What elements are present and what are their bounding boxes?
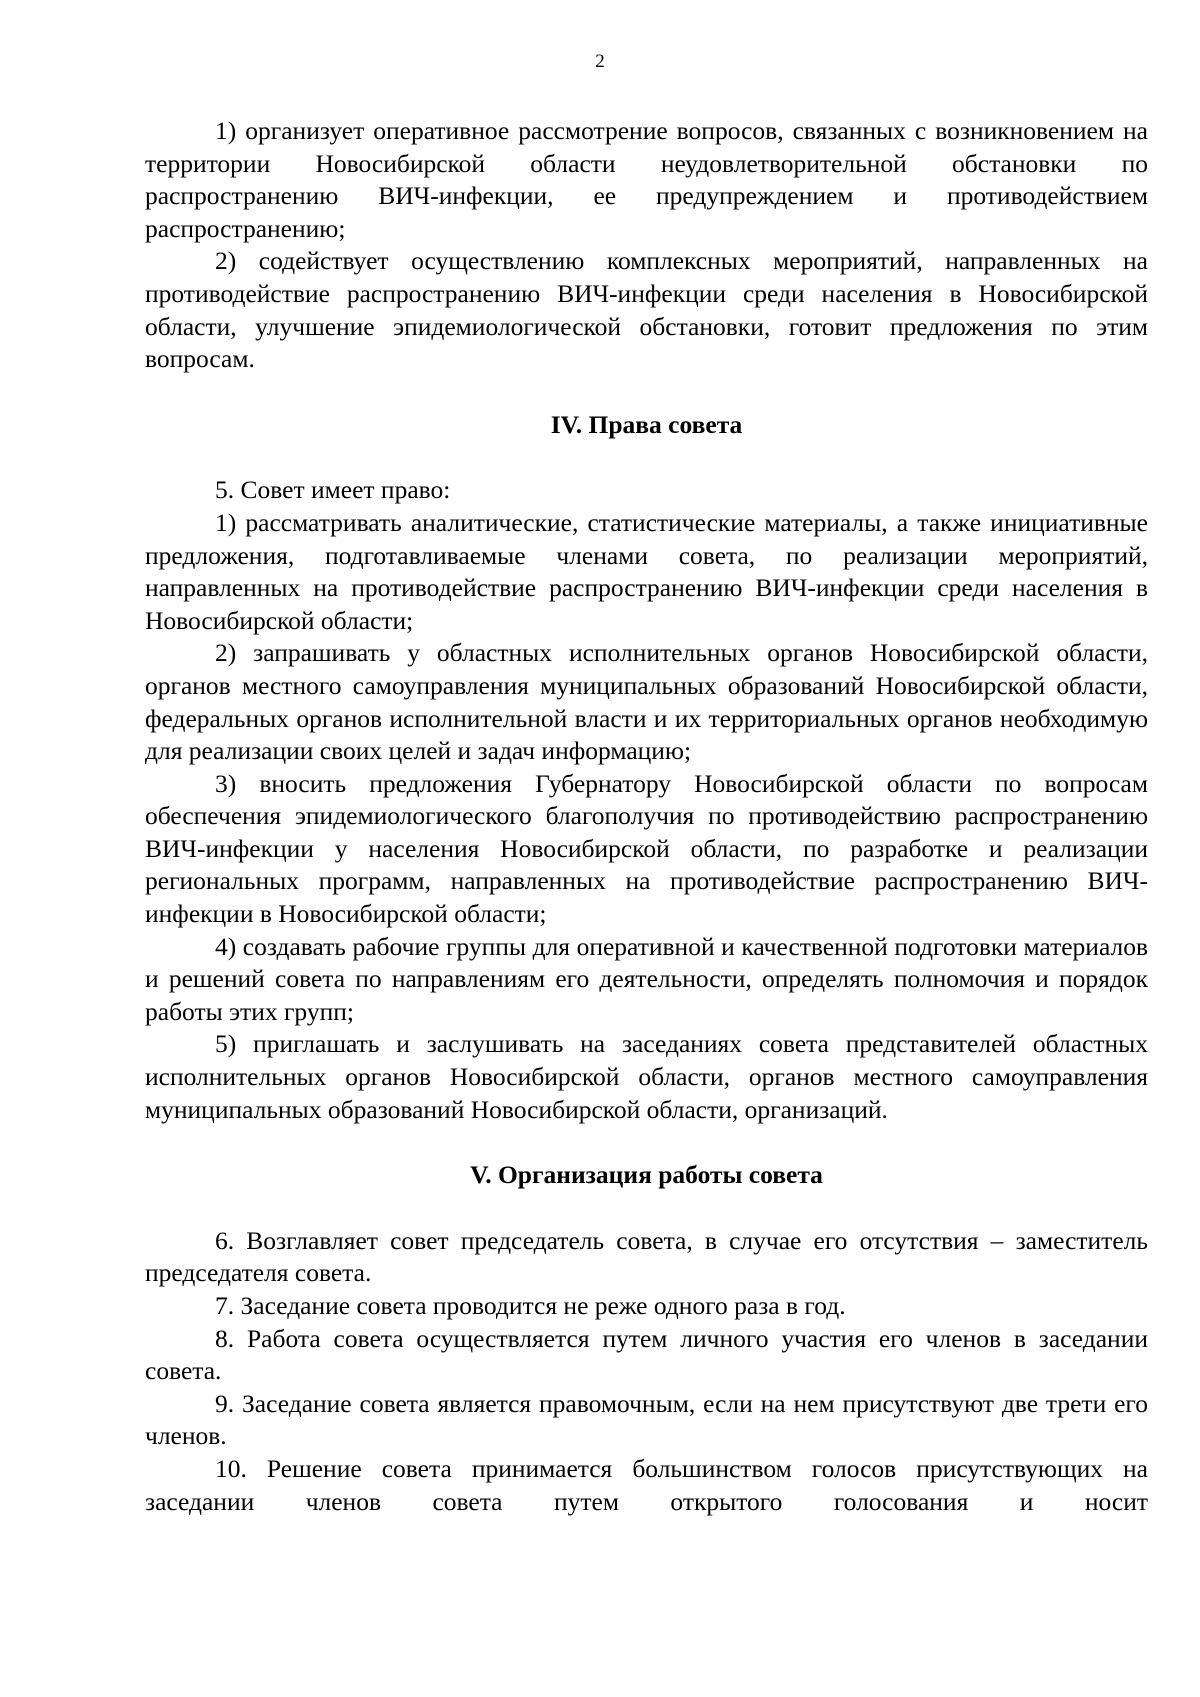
page-number: 2 bbox=[595, 51, 605, 72]
paragraph: 1) рассматривать аналитические, статистические материалы, а также инициативные предложения, подготавливаемые членами совета, по реализации мероприятий, направленных на противодействие распространению ВИЧ-инфекции среди населения в Новосибирской области; bbox=[145, 507, 1148, 635]
spacer bbox=[145, 1126, 1148, 1159]
paragraph: 8. Работа совета осуществляется путем личного участия его членов в заседании совета. bbox=[145, 1323, 1148, 1386]
spacer bbox=[145, 441, 1148, 474]
paragraph: 7. Заседание совета проводится не реже одного раза в год. bbox=[215, 1291, 846, 1320]
document-body bbox=[145, 115, 1148, 1518]
paragraph: 5. Совет имеет право: bbox=[215, 475, 451, 505]
paragraph: 9. Заседание совета является правомочным, если на нем присутствуют две трети его членов. bbox=[145, 1388, 1148, 1451]
section-heading: V. Организация работы совета bbox=[470, 1160, 823, 1190]
section-heading: IV. Права совета bbox=[550, 409, 743, 439]
spacer bbox=[145, 1192, 1148, 1225]
paragraph: 2) запрашивать у областных исполнительных органов Новосибирской области, органов местного самоуправления муниципальных образований Новосибирской области, федеральных органов исполнительной власти и их территориальных органов необходимую для реализации своих целей и задач информацию; bbox=[145, 638, 1148, 766]
paragraph: 3) вносить предложения Губернатору Новосибирской области по вопросам обеспечения эпидемиологического благополучия по противодействию распространению ВИЧ-инфекции у населения Новосибирской области, по разработке и реализации региональных программ, направленных на противодействие распространению ВИЧ-инфекции в Новосибирской области; bbox=[145, 768, 1148, 929]
paragraph: 5) приглашать и заслушивать на заседаниях совета представителей областных исполнительных органов Новосибирской области, органов местного самоуправления муниципальных образований Новосибирской области, организаций. bbox=[145, 1029, 1148, 1124]
paragraph: 10. Решение совета принимается большинством голосов присутствующих на заседании членов совета путем открытого голосования и носит bbox=[145, 1453, 1148, 1516]
spacer bbox=[145, 376, 1148, 409]
paragraph: 2) содействует осуществлению комплексных мероприятий, направленных на противодействие распространению ВИЧ-инфекции среди населения в Новосибирской области, улучшение эпидемиологической обстановки, готовит предложения по этим вопросам. bbox=[145, 246, 1148, 374]
paragraph: 4) создавать рабочие группы для оперативной и качественной подготовки материалов и решений совета по направлениям его деятельности, определять полномочия и порядок работы этих групп; bbox=[145, 931, 1148, 1026]
paragraph: 1) организует оперативное рассмотрение вопросов, связанных с возникновением на территории Новосибирской области неудовлетворительной обстановки по распространению ВИЧ-инфекции, ее предупреждением и противодействием распространению; bbox=[145, 116, 1148, 243]
paragraph: 6. Возглавляет совет председатель совета, в случае его отсутствия – заместитель председателя совета. bbox=[145, 1225, 1148, 1288]
